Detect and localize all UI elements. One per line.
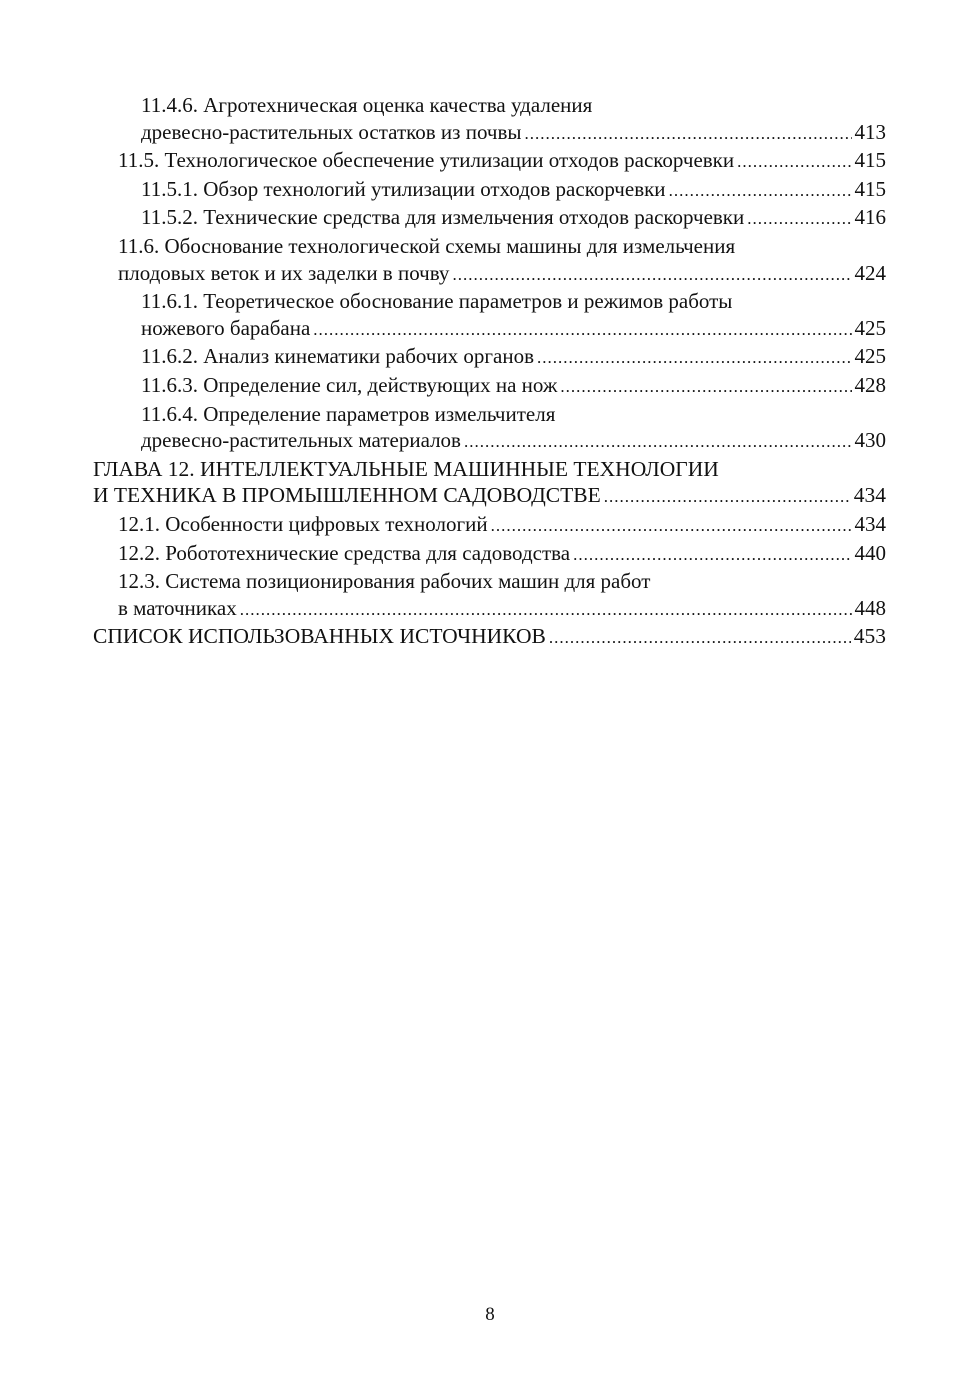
toc-entry-title: 11.5.1. Обзор технологий утилизации отходов раскорчевки xyxy=(141,176,666,201)
dot-leader xyxy=(560,374,851,401)
dot-leader xyxy=(240,597,852,624)
toc-entry[interactable] xyxy=(93,204,886,233)
toc-page-number: 430 xyxy=(854,428,886,453)
toc-entry[interactable] xyxy=(93,623,886,652)
toc-entry-title: ножевого барабана xyxy=(141,315,311,340)
toc-entry-title: древесно-растительных остатков из почвы xyxy=(141,119,522,144)
toc-entry-title-line: 11.6.1. Теоретическое обоснование параметров и режимов работы xyxy=(141,289,733,314)
toc-page-number: 424 xyxy=(854,260,886,285)
toc-page-number: 415 xyxy=(854,176,886,201)
toc-entry[interactable] xyxy=(93,147,886,176)
toc-entry-title: СПИСОК ИСПОЛЬЗОВАННЫХ ИСТОЧНИКОВ xyxy=(93,624,546,649)
dot-leader xyxy=(604,484,851,511)
toc-entry[interactable] xyxy=(93,511,886,540)
toc-entry[interactable] xyxy=(93,456,886,511)
toc-page-number: 415 xyxy=(854,148,886,173)
dot-leader xyxy=(525,121,852,148)
toc-entry-title: 11.5. Технологическое обеспечение утилизации отходов раскорчевки xyxy=(118,148,735,173)
toc-entry-title: 11.6.3. Определение сил, действующих на нож xyxy=(141,372,558,397)
toc-entry-title-line: 11.6.4. Определение параметров измельчителя xyxy=(141,401,556,426)
toc-entry-title-line: 11.6. Обоснование технологической схемы машины для измельчения xyxy=(118,233,736,258)
toc-page-number: 434 xyxy=(854,511,886,536)
dot-leader xyxy=(573,542,851,569)
toc-entry-title-line: 12.3. Система позиционирования рабочих машин для работ xyxy=(118,569,651,594)
toc-entry-title: И ТЕХНИКА В ПРОМЫШЛЕННОМ САДОВОДСТВЕ xyxy=(93,483,601,508)
toc-page-number: 425 xyxy=(854,315,886,340)
table-of-contents xyxy=(93,92,886,652)
toc-entry-title: древесно-растительных материалов xyxy=(141,428,461,453)
toc-page-number: 453 xyxy=(853,624,886,649)
dot-leader xyxy=(537,345,851,372)
toc-entry[interactable] xyxy=(93,343,886,372)
toc-entry-title-line: ГЛАВА 12. ИНТЕЛЛЕКТУАЛЬНЫЕ МАШИННЫЕ ТЕХНОЛОГИИ xyxy=(93,456,719,481)
toc-entry-title: 11.6.2. Анализ кинематики рабочих органов xyxy=(141,344,535,369)
toc-entry-title: плодовых веток и их заделки в почву xyxy=(118,260,450,285)
dot-leader xyxy=(669,178,852,205)
toc-entry[interactable] xyxy=(93,540,886,569)
toc-entry-title: 11.5.2. Технические средства для измельчения отходов раскорчевки xyxy=(141,205,745,230)
toc-entry[interactable] xyxy=(93,92,886,147)
toc-page-number: 434 xyxy=(853,483,886,508)
toc-entry[interactable] xyxy=(93,176,886,205)
toc-page-number: 440 xyxy=(854,540,886,565)
page-number: 8 xyxy=(485,1304,495,1325)
toc-page-number: 448 xyxy=(854,595,886,620)
dot-leader xyxy=(491,513,852,540)
dot-leader xyxy=(313,317,851,344)
toc-page-number: 425 xyxy=(854,344,886,369)
toc-entry[interactable] xyxy=(93,288,886,343)
dot-leader xyxy=(737,149,851,176)
toc-entry[interactable] xyxy=(93,233,886,288)
toc-entry[interactable] xyxy=(93,401,886,456)
dot-leader xyxy=(549,625,851,652)
dot-leader xyxy=(747,206,851,233)
toc-entry-title: в маточниках xyxy=(118,595,237,620)
toc-entry[interactable] xyxy=(93,568,886,623)
toc-page-number: 416 xyxy=(854,205,886,230)
dot-leader xyxy=(464,429,852,456)
toc-page-number: 413 xyxy=(854,119,886,144)
toc-entry-title-line: 11.4.6. Агротехническая оценка качества удаления xyxy=(141,93,593,117)
toc-entry-title: 12.1. Особенности цифровых технологий xyxy=(118,511,488,536)
dot-leader xyxy=(452,262,851,289)
toc-entry[interactable] xyxy=(93,372,886,401)
toc-entry-title: 12.2. Робототехнические средства для садоводства xyxy=(118,540,571,565)
toc-page-number: 428 xyxy=(854,372,886,397)
